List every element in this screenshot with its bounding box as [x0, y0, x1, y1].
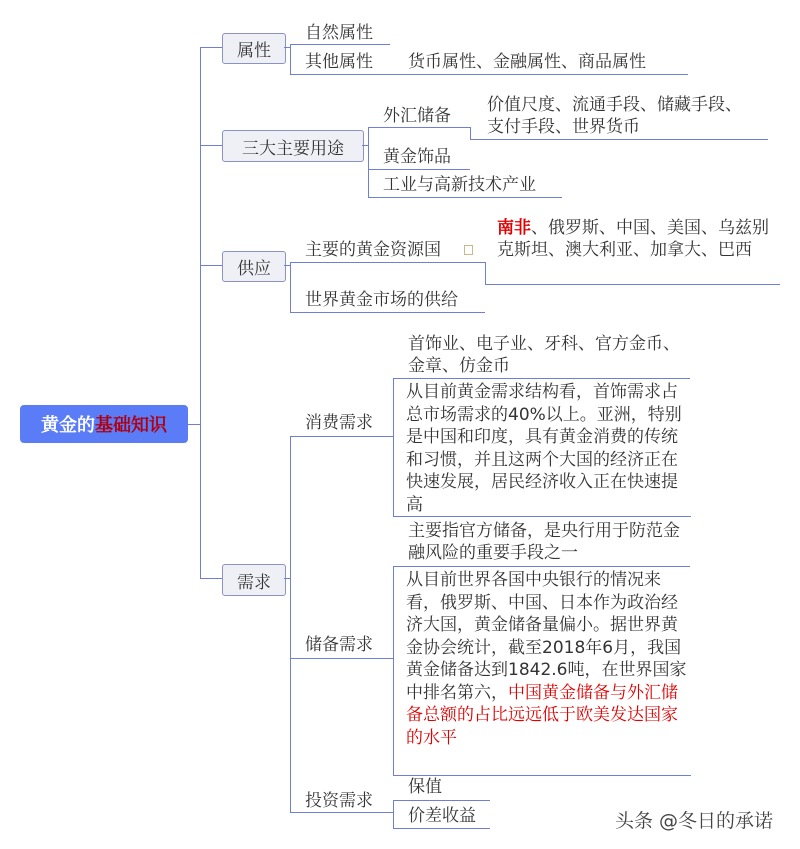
underline [368, 127, 470, 128]
node-forex-reserve[interactable]: 外汇储备 [383, 106, 451, 126]
reserve-highlight-text: 中国黄金储备与外汇储备总额的占比远远低于欧美发达国家的水平 [406, 682, 678, 748]
node-reserve-demand[interactable]: 储备需求 [305, 635, 373, 655]
underline [290, 436, 393, 437]
node-world-supply[interactable]: 世界黄金市场的供给 [305, 290, 458, 310]
underline [290, 812, 393, 813]
node-preserve-value[interactable]: 保值 [408, 777, 442, 797]
underline [290, 312, 485, 313]
node-price-spread[interactable]: 价差收益 [408, 806, 476, 826]
highlight-text: 南非 [497, 218, 531, 238]
underline [290, 262, 485, 263]
node-reserve-analysis[interactable] [406, 569, 688, 749]
node-main-sources[interactable]: 主要的黄金资源国 [305, 240, 441, 260]
topic-attributes[interactable] [222, 33, 286, 64]
connector [200, 265, 222, 266]
connector [200, 145, 222, 146]
underline [470, 139, 768, 140]
underline [368, 197, 562, 198]
connector [485, 262, 486, 284]
node-jewelry[interactable]: 黄金饰品 [383, 147, 451, 167]
node-consumption-industries[interactable]: 首饰业、电子业、牙科、官方金币、金章、仿金币 [408, 334, 680, 376]
trunk-line [200, 47, 201, 579]
node-other-attributes[interactable]: 其他属性 [305, 52, 373, 72]
connector [188, 424, 200, 425]
connector [368, 127, 369, 197]
connector [290, 262, 291, 312]
connector [290, 44, 291, 75]
node-consumption-demand[interactable]: 消费需求 [305, 413, 373, 433]
node-source-countries[interactable] [497, 217, 779, 261]
connector [290, 436, 291, 813]
underline [368, 169, 470, 170]
topic-demand[interactable] [222, 564, 286, 596]
topic-uses[interactable] [222, 130, 364, 162]
topic-supply[interactable] [222, 251, 286, 282]
connector [200, 47, 222, 48]
countries-text: 、俄罗斯、中国、美国、乌兹别克斯坦、澳大利亚、加拿大、巴西 [497, 218, 769, 260]
node-industry[interactable]: 工业与高新技术产业 [383, 175, 536, 195]
node-other-attributes-detail[interactable]: 货币属性、金融属性、商品属性 [408, 52, 646, 72]
topic-label: 供应 [237, 259, 271, 279]
node-official-reserve[interactable]: 主要指官方储备，是央行用于防范金融风险的重要手段之一 [408, 521, 680, 563]
topic-label: 需求 [237, 572, 271, 593]
watermark: 头条 @冬日的承诺 [615, 810, 774, 832]
node-investment-demand[interactable]: 投资需求 [305, 791, 373, 811]
root-text-highlight: 基础知识 [95, 415, 167, 436]
underline [485, 284, 780, 285]
topic-label: 三大主要用途 [242, 138, 344, 159]
connector [470, 127, 471, 139]
reserve-text: 从目前世界各国中央银行的情况来看，俄罗斯、中国、日本作为政治经济大国，黄金储备量偏小。据世界黄金协会统计，截至2018年6月，我国黄金储备达到1842.6吨，在世界国家中排名第六， [406, 570, 687, 703]
note-icon[interactable] [464, 245, 473, 255]
root-text: 黄金的 [41, 415, 95, 436]
connector [393, 800, 394, 828]
node-forex-detail[interactable]: 价值尺度、流通手段、储藏手段、支付手段、世界货币 [487, 95, 742, 137]
underline [290, 74, 688, 75]
topic-label: 属性 [237, 41, 271, 61]
underline [393, 800, 490, 801]
node-consumption-structure[interactable]: 从目前黄金需求结构看，首饰需求占总市场需求的40%以上。亚洲，特别是中国和印度，具有黄金消费的传统和习惯，并且这两个大国的经济正在快速发展，居民经济收入正在快速提高 [406, 382, 682, 515]
node-natural-attributes[interactable]: 自然属性 [305, 23, 373, 43]
root-topic[interactable] [20, 405, 188, 443]
connector [200, 578, 222, 579]
underline [393, 828, 490, 829]
underline [290, 658, 393, 659]
underline [290, 44, 390, 45]
